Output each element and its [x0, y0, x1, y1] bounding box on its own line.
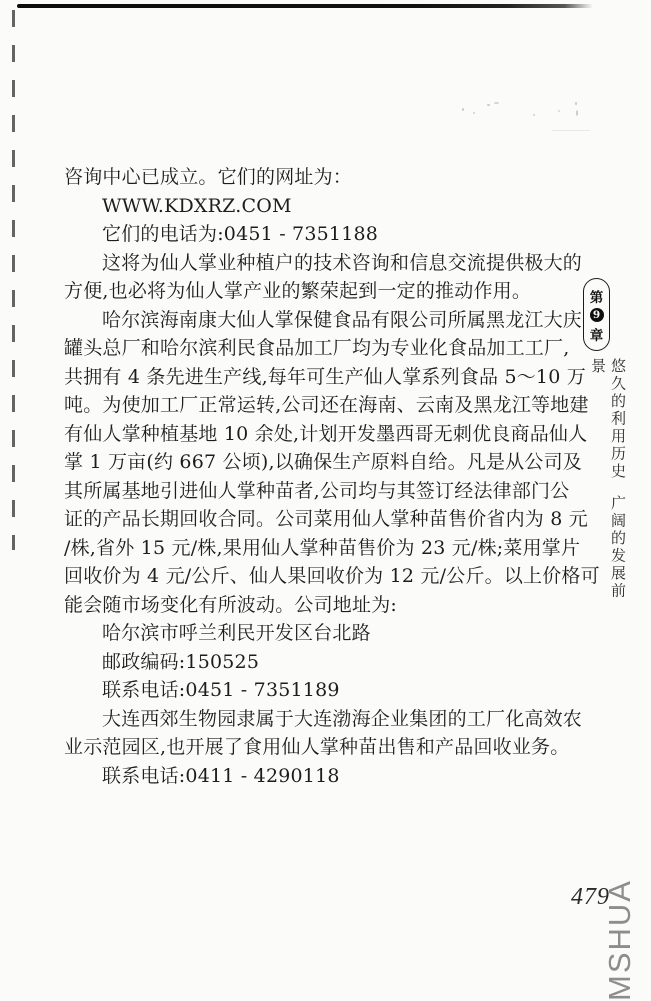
text-line: 证的产品长期回收合同。公司菜用仙人掌种苗售价省内为 8 元 [64, 508, 588, 530]
chapter-title-part1: 悠久的利用历史 [609, 358, 627, 481]
text-line: /株,省外 15 元/株,果用仙人掌种苗售价为 23 元/株;菜用掌片 [64, 536, 581, 559]
text-line: 它们的电话为:0451 - 7351188 [102, 223, 379, 245]
text-line: 业示范园区,也开展了食用仙人掌种苗出售和产品回收业务。 [64, 736, 570, 758]
text-line: 哈尔滨市呼兰利民开发区台北路 [102, 622, 371, 644]
body-text-block [64, 163, 600, 790]
left-margin-dashed-line [12, 10, 15, 550]
text-line: 联系电话:0451 - 7351189 [102, 679, 340, 701]
text-line: 大连西郊生物园隶属于大连渤海企业集团的工厂化高效农 [102, 707, 583, 730]
page-number: 479 [571, 884, 610, 910]
text-line: 有仙人掌种植基地 10 余处,计划开发墨西哥无刺优良商品仙人 [64, 422, 588, 445]
text-line: 吨。为使加工厂正常运转,公司还在海南、云南及黑龙江等地建 [64, 394, 589, 416]
text-line: 这将为仙人掌业种植户的技术咨询和信息交流提供极大的 [102, 251, 583, 274]
chapter-title-vertical [588, 358, 628, 608]
text-line: 方便,也必将为仙人掌产业的繁荣起到一定的推动作用。 [64, 280, 532, 302]
text-line: 其所属基地引进仙人掌种苗者,公司均与其签订经法律部门公 [64, 479, 570, 502]
text-line: 能会随市场变化有所波动。公司地址为: [64, 593, 398, 616]
chapter-badge [583, 278, 610, 351]
text-line: 联系电话:0411 - 4290118 [102, 764, 340, 787]
top-scan-line [17, 4, 593, 8]
text-line: 罐头总厂和哈尔滨利民食品加工厂均为专业化食品加工工厂, [64, 337, 570, 359]
chapter-title-part2: 广阔的发展前景 [589, 358, 627, 600]
text-line: 掌 1 万亩(约 667 公顷),以确保生产原料自给。凡是从公司及 [64, 451, 582, 473]
text-line: 共拥有 4 条先进生产线,每年可生产仙人掌系列食品 5～10 万 [64, 365, 586, 388]
text-line: 邮政编码:150525 [102, 650, 260, 673]
chapter-number-circle: 9 [590, 308, 604, 322]
watermark-text: MSHUA [602, 879, 637, 1001]
text-line: 哈尔滨海南康大仙人掌保健食品有限公司所属黑龙江大庆 [102, 308, 583, 331]
chapter-badge-suffix: 章 [589, 327, 604, 344]
text-line: 咨询中心已成立。它们的网址为： [64, 166, 353, 188]
text-line: WWW.KDXRZ.COM [102, 194, 292, 217]
chapter-badge-prefix: 第 [589, 289, 604, 306]
text-line: 回收价为 4 元/公斤、仙人果回收价为 12 元/公斤。以上价格可 [64, 565, 600, 587]
